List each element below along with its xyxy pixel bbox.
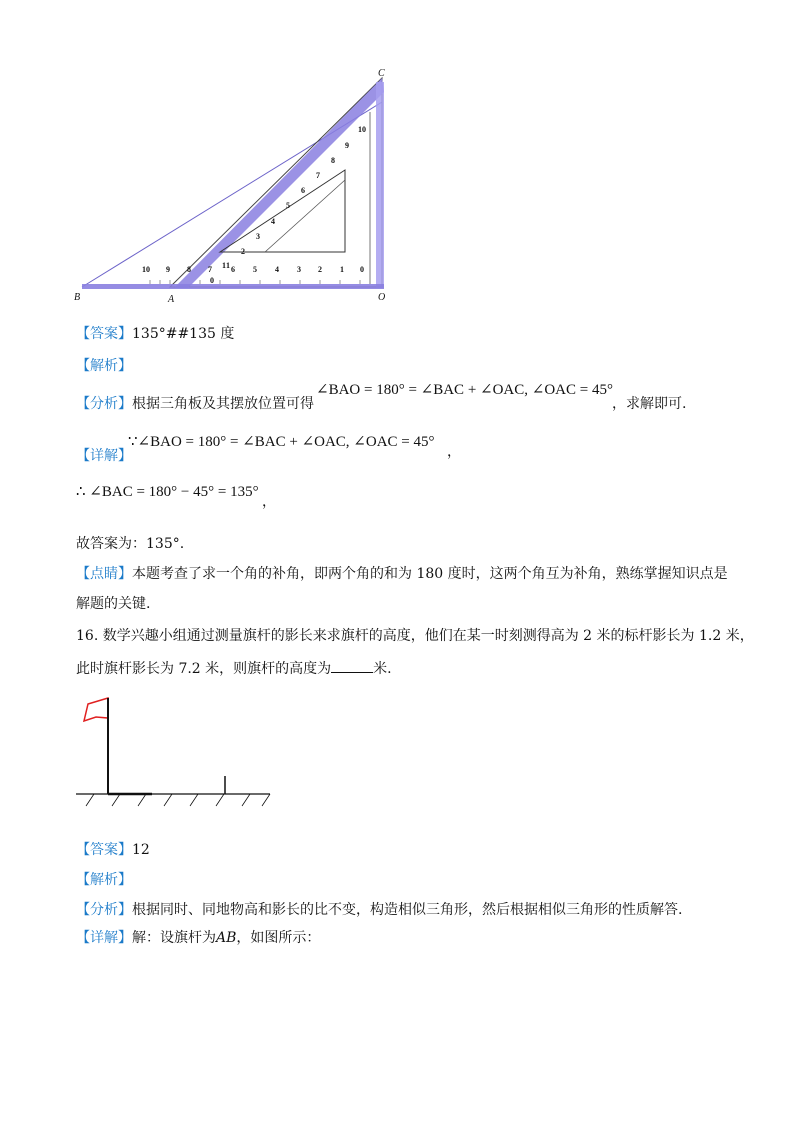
hypotenuse-highlight — [174, 78, 384, 288]
fenxi-formula: ∠BAO = 180° = ∠BAC + ∠OAC, ∠OAC = 45° — [316, 382, 613, 398]
q15-fenxi — [76, 394, 314, 414]
tick-label: 2 — [241, 247, 245, 256]
base-tick: 10 — [142, 265, 150, 274]
point-label-o: O — [378, 292, 386, 303]
fenxi-text: 根据三角板及其摆放位置可得 — [132, 396, 314, 412]
q15-detail-tag — [76, 446, 132, 466]
base-tick: 4 — [275, 265, 279, 274]
point-label-c: C — [378, 68, 385, 79]
point-label-a: A — [168, 294, 175, 305]
detail-comma-1: ， — [447, 444, 461, 460]
answer-text: 135°##135 度 — [132, 326, 235, 342]
question-number: 16. — [76, 628, 99, 644]
flag-icon — [84, 698, 108, 721]
answer-text: 12 — [132, 842, 150, 858]
point-label-b: B — [74, 292, 81, 303]
q16-detail — [76, 928, 320, 948]
analysis-tag: 【解析】 — [76, 358, 132, 374]
answer-tag: 【答案】 — [76, 842, 132, 858]
detail-comma-2: ， — [262, 494, 276, 510]
detail-formula-2: ∴ ∠BAC = 180° − 45° = 135° — [76, 484, 259, 500]
base-tick: 6 — [231, 265, 235, 274]
q16-stem-line2 — [76, 658, 392, 679]
analysis-tag: 【解析】 — [76, 872, 132, 888]
answer-blank — [331, 658, 373, 673]
side-oc-highlight — [376, 82, 384, 288]
fenxi-tail: ，求解即可. — [612, 396, 687, 412]
q15-dianjing-cont: 解题的关键. — [76, 596, 151, 612]
small-mark: 0 — [210, 276, 214, 285]
detail-formula-1: ∵∠BAO = 180° = ∠BAC + ∠OAC, ∠OAC = 45° — [128, 434, 435, 450]
question-text: 数学兴趣小组通过测量旗杆的影长来求旗杆的高度，他们在某一时刻测得高为 2 米的标杆影长为 1.2 米， — [102, 628, 754, 644]
tick-label: 4 — [271, 217, 275, 226]
flagpole-figure — [74, 690, 274, 820]
q16-fenxi — [76, 900, 682, 920]
detail-tag: 【详解】 — [76, 448, 132, 464]
tick-label: 3 — [256, 232, 260, 241]
detail-tag: 【详解】 — [76, 930, 132, 946]
tick-label: 5 — [286, 201, 290, 210]
q15-dianjing — [76, 564, 728, 584]
base-tick: 1 — [340, 265, 344, 274]
q15-answer — [76, 324, 234, 344]
q15-analysis-heading — [76, 356, 132, 376]
dianjing-tag: 【点睛】 — [76, 566, 132, 582]
detail-text-b: ，如图所示： — [236, 930, 321, 946]
tick-label: 6 — [301, 186, 305, 195]
q16-stem-line1 — [76, 626, 754, 646]
big-triangle — [170, 78, 382, 287]
base-tick: 9 — [166, 265, 170, 274]
fenxi-tag: 【分析】 — [76, 396, 132, 412]
tick-label: 8 — [331, 156, 335, 165]
tick-label: 9 — [345, 141, 349, 150]
q15-conclusion: 故答案为：135°. — [76, 536, 185, 552]
detail-text-a: 解：设旗杆为 — [132, 930, 216, 946]
base-tick: 3 — [297, 265, 301, 274]
q16-answer — [76, 840, 150, 860]
base-tick: 7 — [208, 265, 212, 274]
small-mark: 1 — [222, 261, 226, 270]
tick-label: 1 — [226, 261, 230, 270]
base-tick: 5 — [253, 265, 257, 274]
base-tick: 8 — [187, 265, 191, 274]
ground-hatch — [86, 794, 270, 806]
fenxi-tag: 【分析】 — [76, 902, 132, 918]
answer-tag: 【答案】 — [76, 326, 132, 342]
detail-variable: AB — [216, 930, 237, 946]
q16-analysis-heading — [76, 870, 132, 890]
tick-label: 7 — [316, 171, 320, 180]
dianjing-text: 本题考查了求一个角的补角，即两个角的和为 180 度时，这两个角互为补角，熟练掌握知识点是 — [132, 566, 728, 582]
tick-label: 10 — [358, 125, 366, 134]
question-text-2b: 米. — [373, 661, 392, 677]
set-square-figure — [70, 62, 400, 312]
base-tick: 2 — [318, 265, 322, 274]
fenxi-text: 根据同时、同地物高和影长的比不变，构造相似三角形，然后根据相似三角形的性质解答. — [132, 902, 683, 918]
base-tick: 0 — [360, 265, 364, 274]
question-text-2a: 此时旗杆影长为 7.2 米，则旗杆的高度为 — [76, 661, 332, 677]
base-bo-highlight — [82, 284, 384, 289]
